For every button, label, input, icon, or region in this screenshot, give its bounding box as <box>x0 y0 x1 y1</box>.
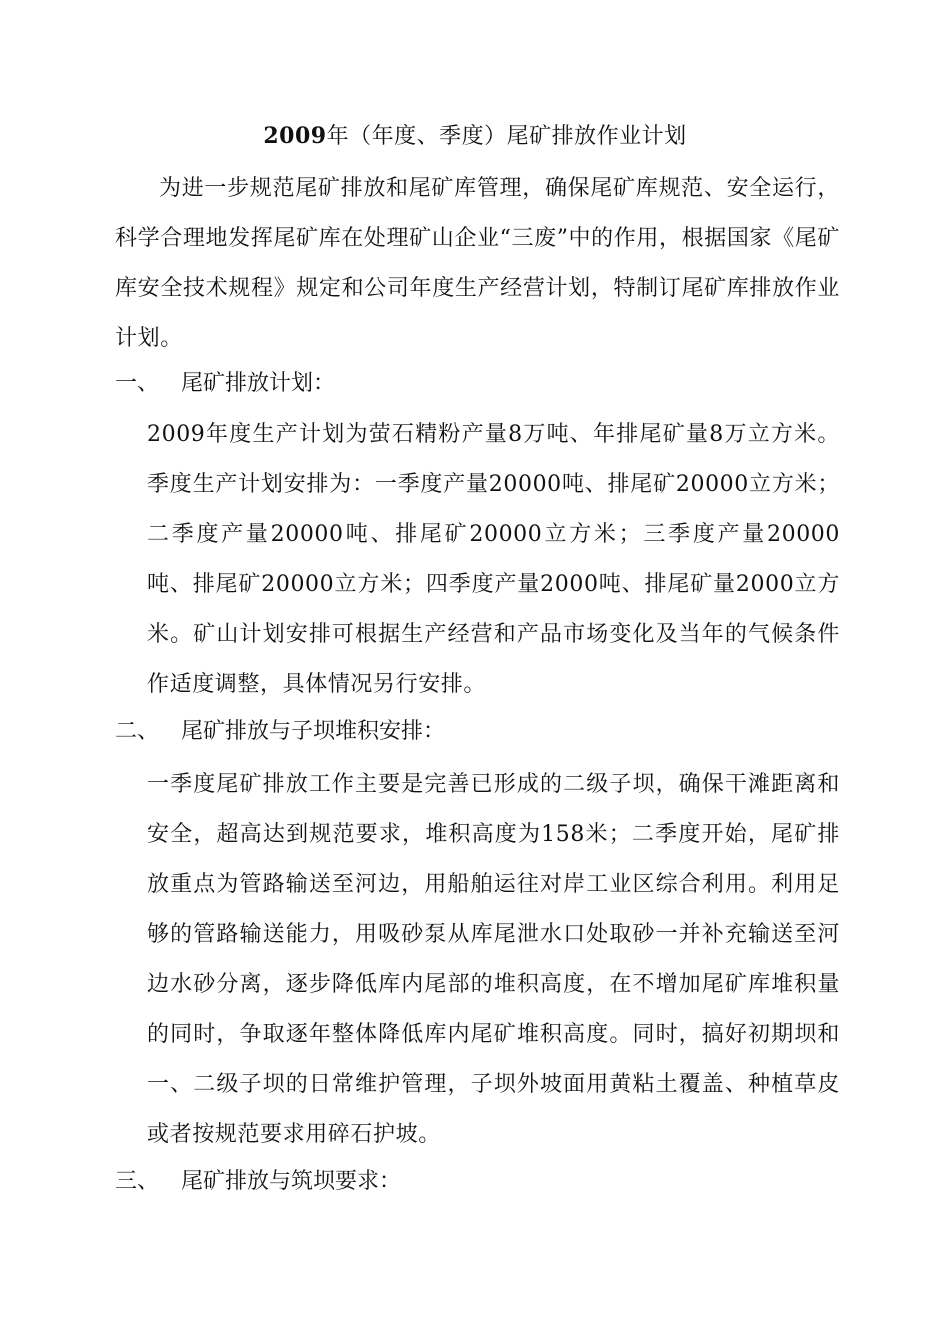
document-title <box>0 120 950 153</box>
section-body-2: 一季度尾矿排放工作主要是完善已形成的二级子坝，确保干滩距离和安全，超高达到规范要求，堆积高度为158米；二季度开始，尾矿排放重点为管路输送至河边，用船舶运往对岸工业区综合利用。利用足够的管路输送能力，用吸砂泵从库尾泄水口处取砂一并补充输送至河边水砂分离，逐步降低库内尾部的堆积高度，在不增加尾矿库堆积量的同时，争取逐年整体降低库内尾矿堆积高度。同时，搞好初期坝和一、二级子坝的日常维护管理，子坝外坡面用黄粘土覆盖、种植草皮或者按规范要求用碎石护坡。 <box>147 772 840 1147</box>
section-heading-3 <box>115 1166 401 1198</box>
title-year: 2009 <box>263 123 327 149</box>
section-body-1: 2009年度生产计划为萤石精粉产量8万吨、年排尾矿量8万立方米。季度生产计划安排为：一季度产量20000吨、排尾矿20000立方米；二季度产量20000吨、排尾矿20000立方米；三季度产量20000吨、排尾矿20000立方米；四季度产量2000吨、排尾矿量2000立方米。矿山计划安排可根据生产经营和产品市场变化及当年的气候条件作适度调整，具体情况另行安排。 <box>147 422 840 697</box>
section-title-1: 尾矿排放计划： <box>181 371 336 396</box>
section-title-2: 尾矿排放与子坝堆积安排： <box>181 719 446 744</box>
title-text: 年（年度、季度）尾矿排放作业计划 <box>326 124 687 149</box>
intro-paragraph: 为进一步规范尾矿排放和尾矿库管理，确保尾矿库规范、安全运行，科学合理地发挥尾矿库在处理矿山企业“三废”中的作用，根据国家《尾矿库安全技术规程》规定和公司年度生产经营计划，特制订尾矿库排放作业计划。 <box>115 176 840 351</box>
section-number-2: 二、 <box>115 719 160 744</box>
section-number-3: 三、 <box>115 1169 160 1194</box>
section-number-1: 一、 <box>115 371 160 396</box>
section-title-3: 尾矿排放与筑坝要求： <box>181 1169 402 1194</box>
section-heading-2 <box>115 716 445 748</box>
section-heading-1 <box>115 368 335 400</box>
